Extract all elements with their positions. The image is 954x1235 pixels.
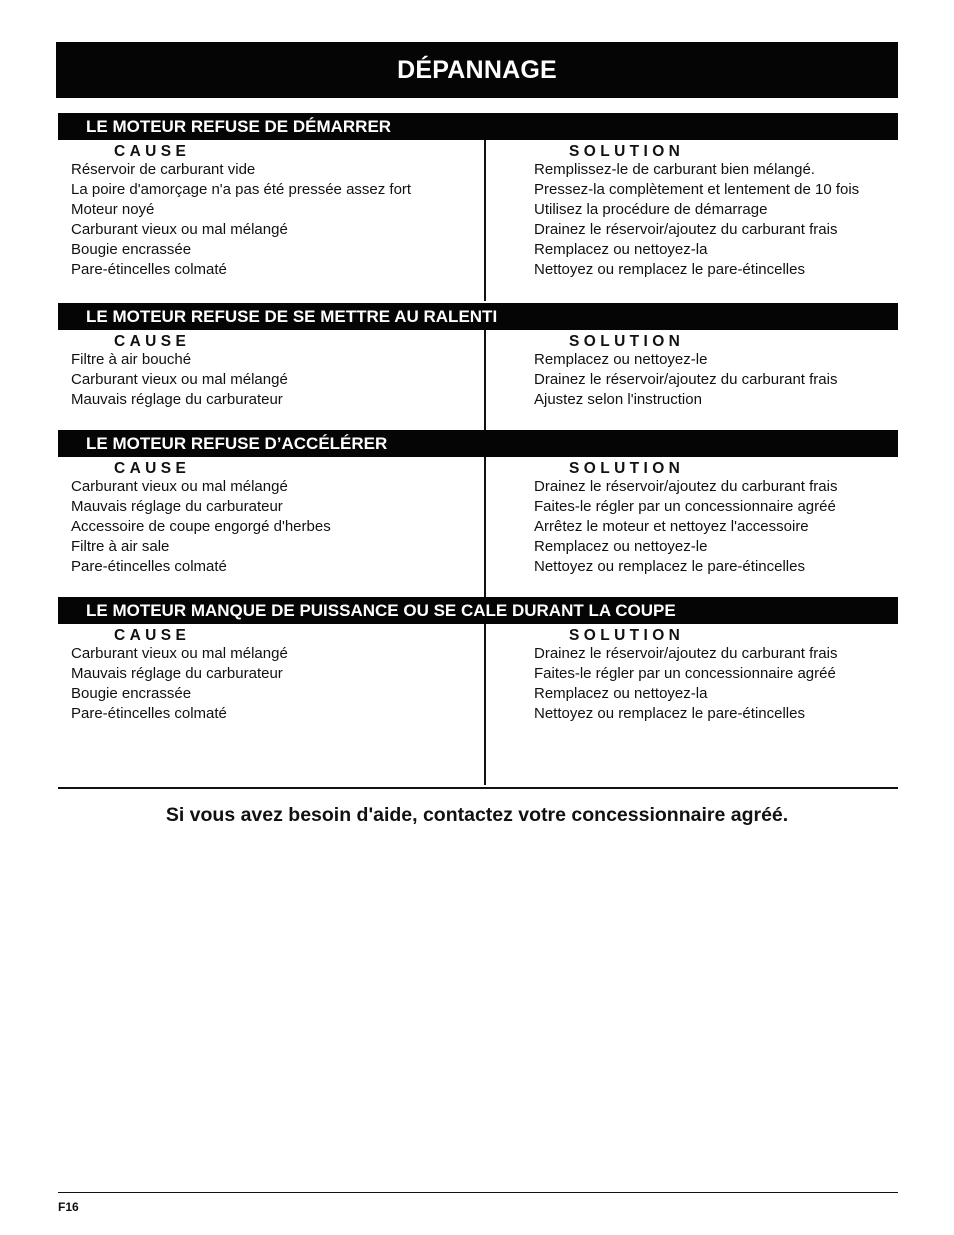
cause-item: Pare-étincelles colmaté	[71, 558, 227, 575]
solution-column	[534, 330, 837, 410]
solution-item: Arrêtez le moteur et nettoyez l'accessoire	[534, 518, 809, 535]
solution-item: Faites-le régler par un concessionnaire agréé	[534, 498, 836, 515]
cause-item: Filtre à air sale	[71, 538, 170, 555]
bottom-divider	[58, 787, 898, 789]
solution-heading: SOLUTION	[569, 460, 685, 477]
cause-item: Pare-étincelles colmaté	[71, 705, 227, 722]
cause-item: Mauvais réglage du carburateur	[71, 391, 283, 408]
section-engine-wont-start	[58, 113, 898, 301]
solution-heading: SOLUTION	[569, 627, 685, 644]
section-heading: LE MOTEUR REFUSE DE SE METTRE AU RALENTI	[58, 303, 898, 330]
column-divider	[484, 330, 486, 430]
help-notice: Si vous avez besoin d'aide, contactez votre concessionnaire agréé.	[165, 804, 789, 826]
solution-item: Drainez le réservoir/ajoutez du carburant frais	[534, 221, 838, 238]
cause-item: Pare-étincelles colmaté	[71, 261, 227, 278]
section-body	[58, 457, 898, 597]
solution-item: Remplacez ou nettoyez-la	[534, 685, 708, 702]
column-divider	[484, 457, 486, 597]
cause-item: Carburant vieux ou mal mélangé	[71, 478, 288, 495]
cause-item: Bougie encrassée	[71, 241, 192, 258]
solution-item: Nettoyez ou remplacez le pare-étincelles	[534, 705, 805, 722]
section-engine-wont-accelerate	[58, 430, 898, 597]
solution-item: Drainez le réservoir/ajoutez du carburant frais	[534, 645, 838, 662]
cause-item: Filtre à air bouché	[71, 351, 192, 368]
cause-item: La poire d'amorçage n'a pas été pressée assez fort	[71, 181, 412, 198]
cause-column	[71, 457, 331, 577]
cause-item: Mauvais réglage du carburateur	[71, 665, 283, 682]
section-engine-lacks-power	[58, 597, 898, 785]
cause-column	[71, 624, 288, 724]
solution-item: Nettoyez ou remplacez le pare-étincelles	[534, 261, 805, 278]
section-heading: LE MOTEUR REFUSE D’ACCÉLÉRER	[58, 430, 898, 457]
section-heading: LE MOTEUR REFUSE DE DÉMARRER	[58, 113, 898, 140]
page-number: F16	[58, 1200, 79, 1214]
cause-item: Carburant vieux ou mal mélangé	[71, 645, 288, 662]
solution-item: Remplacez ou nettoyez-le	[534, 351, 708, 368]
solution-column	[534, 624, 837, 724]
section-body	[58, 140, 898, 301]
section-engine-wont-idle	[58, 303, 898, 430]
solution-heading: SOLUTION	[569, 143, 685, 160]
solution-item: Nettoyez ou remplacez le pare-étincelles	[534, 558, 805, 575]
solution-heading: SOLUTION	[569, 333, 685, 350]
cause-heading: CAUSE	[114, 627, 191, 644]
solution-item: Ajustez selon l'instruction	[534, 391, 702, 408]
section-body	[58, 330, 898, 430]
cause-item: Carburant vieux ou mal mélangé	[71, 371, 288, 388]
cause-column	[71, 330, 288, 410]
cause-heading: CAUSE	[114, 143, 191, 160]
solution-item: Remplacez ou nettoyez-le	[534, 538, 708, 555]
footer-divider	[58, 1192, 898, 1193]
solution-item: Drainez le réservoir/ajoutez du carburant frais	[534, 371, 838, 388]
solution-item: Pressez-la complètement et lentement de 10 fois	[534, 181, 860, 198]
cause-item: Carburant vieux ou mal mélangé	[71, 221, 288, 238]
solution-item: Utilisez la procédure de démarrage	[534, 201, 768, 218]
solution-item: Remplissez-le de carburant bien mélangé.	[534, 161, 815, 178]
cause-item: Accessoire de coupe engorgé d'herbes	[71, 518, 331, 535]
cause-item: Réservoir de carburant vide	[71, 161, 256, 178]
cause-heading: CAUSE	[114, 460, 191, 477]
page-title: DÉPANNAGE	[56, 42, 898, 98]
solution-item: Remplacez ou nettoyez-la	[534, 241, 708, 258]
cause-item: Mauvais réglage du carburateur	[71, 498, 283, 515]
cause-column	[71, 140, 411, 280]
cause-item: Bougie encrassée	[71, 685, 192, 702]
section-heading: LE MOTEUR MANQUE DE PUISSANCE OU SE CALE DURANT LA COUPE	[58, 597, 898, 624]
section-body	[58, 624, 898, 785]
solution-item: Faites-le régler par un concessionnaire agréé	[534, 665, 836, 682]
column-divider	[484, 624, 486, 785]
solution-item: Drainez le réservoir/ajoutez du carburant frais	[534, 478, 838, 495]
cause-heading: CAUSE	[114, 333, 191, 350]
cause-item: Moteur noyé	[71, 201, 155, 218]
solution-column	[534, 457, 837, 577]
column-divider	[484, 140, 486, 301]
solution-column	[534, 140, 859, 280]
